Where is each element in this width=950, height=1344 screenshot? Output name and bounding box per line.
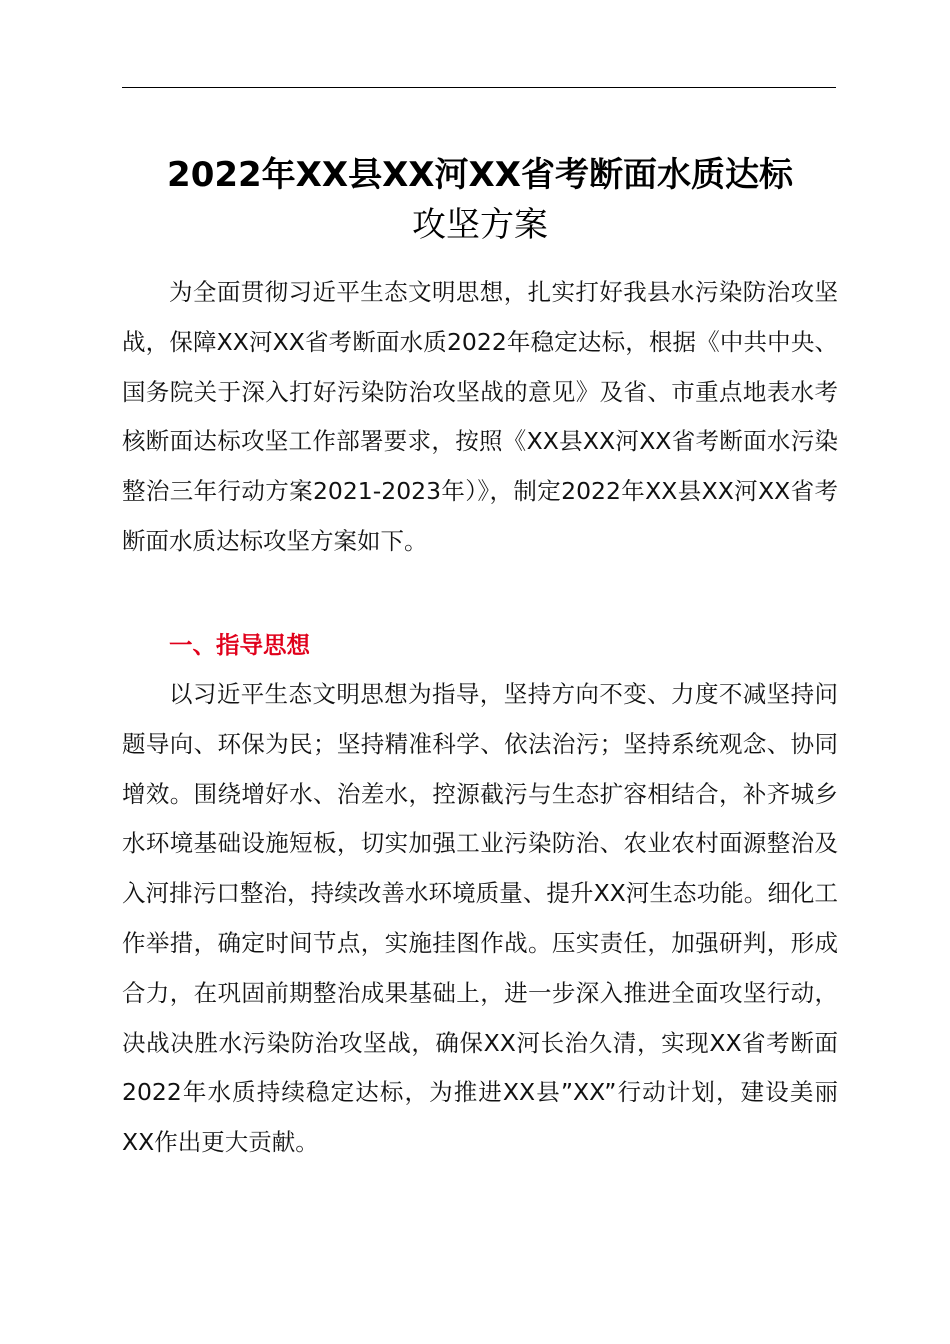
header-rule — [122, 87, 836, 88]
section-heading-guiding-ideology: 一、指导思想 — [169, 631, 310, 659]
guiding-ideology-paragraph: 以习近平生态文明思想为指导，坚持方向不变、力度不减坚持问题导向、环保为民；坚持精准科学、依法治污；坚持系统观念、协同增效。围绕增好水、治差水，控源截污与生态扩容相结合，补齐城乡水环境基础设施短板，切实加强工业污染防治、农业农村面源整治及入河排污口整治，持续改善水环境质量、提升XX河生态功能。细化工作举措，确定时间节点，实施挂图作战。压实责任，加强研判，形成合力，在巩固前期整治成果基础上，进一步深入推进全面攻坚行动，决战决胜水污染防治攻坚战，确保XX河长治久清，实现XX省考断面2022年水质持续稳定达标，为推进XX县”XX”行动计划，建设美丽XX作出更大贡献。 — [122, 680, 838, 1157]
title-line-2: 攻坚方案 — [412, 205, 548, 245]
title-line-1: 2022年XX县XX河XX省考断面水质达标 — [167, 155, 793, 195]
document-title — [110, 150, 850, 250]
intro-paragraph: 为全面贯彻习近平生态文明思想，扎实打好我县水污染防治攻坚战，保障XX河XX省考断面水质2022年稳定达标，根据《中共中央、国务院关于深入打好污染防治攻坚战的意见》及省、市重点地表水考核断面达标攻坚工作部署要求，按照《XX县XX河XX省考断面水污染整治三年行动方案2021-2023年）》，制定2022年XX县XX河XX省考断面水质达标攻坚方案如下。 — [122, 278, 838, 555]
